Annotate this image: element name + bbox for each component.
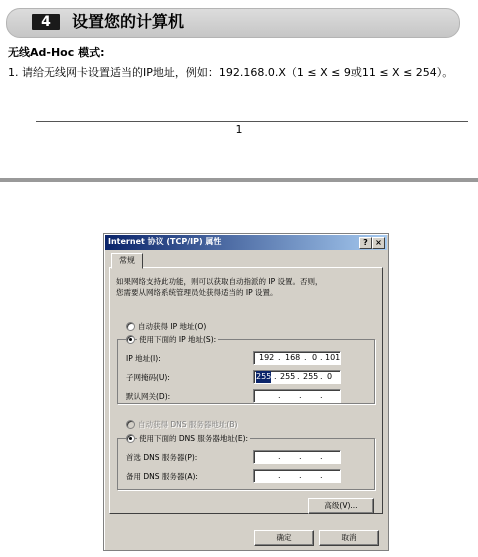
adhoc-mode-heading: 无线Ad-Hoc 模式: bbox=[8, 46, 105, 59]
page-divider bbox=[0, 178, 478, 182]
cancel-button[interactable]: 取消 bbox=[319, 530, 379, 546]
advanced-button[interactable]: 高级(V)... bbox=[308, 498, 374, 514]
ok-button[interactable]: 确定 bbox=[254, 530, 314, 546]
gateway-label: 默认网关(D): bbox=[126, 392, 171, 401]
radio-auto-dns-label: 自动获得 DNS 服务器地址(B) bbox=[138, 420, 238, 429]
alternate-dns-field[interactable]: . . . bbox=[253, 469, 341, 483]
help-button[interactable]: ? bbox=[359, 237, 372, 249]
footer-rule bbox=[36, 121, 468, 122]
preferred-dns-field[interactable]: . . . bbox=[253, 450, 341, 464]
instruction-text: 1. 请给无线网卡设置适当的IP地址，例如：192.168.0.X（1 ≤ X ≤ 9或11 ≤ X ≤ 254）。 bbox=[8, 66, 454, 79]
subnet-mask-label: 子网掩码(U): bbox=[126, 373, 170, 382]
description-line-2: 您需要从网络系统管理员处获得适当的 IP 设置。 bbox=[116, 288, 278, 297]
description-line-1: 如果网络支持此功能，则可以获取自动指派的 IP 设置。否则， bbox=[116, 277, 323, 286]
step-number-badge: 4 bbox=[32, 14, 60, 30]
page-number: 1 bbox=[235, 123, 243, 136]
ip-address-field[interactable]: 192 . 168 . 0 . 101 bbox=[253, 351, 341, 365]
radio-manual-dns[interactable] bbox=[126, 434, 135, 443]
radio-manual-dns-label: 使用下面的 DNS 服务器地址(E): bbox=[139, 434, 249, 443]
close-button[interactable]: × bbox=[372, 237, 385, 249]
dialog-title-bar bbox=[105, 235, 387, 250]
radio-auto-ip-label: 自动获得 IP 地址(O) bbox=[138, 322, 207, 331]
radio-manual-ip[interactable] bbox=[126, 335, 135, 344]
radio-auto-ip[interactable] bbox=[126, 322, 135, 331]
alternate-dns-label: 备用 DNS 服务器(A): bbox=[126, 472, 198, 481]
dialog-description bbox=[116, 276, 376, 298]
dialog-title: Internet 协议 (TCP/IP) 属性 bbox=[108, 237, 222, 246]
tcpip-properties-dialog bbox=[103, 233, 389, 551]
section-title: 设置您的计算机 bbox=[72, 12, 185, 31]
tab-general[interactable]: 常规 bbox=[111, 253, 143, 269]
radio-auto-dns[interactable] bbox=[126, 420, 135, 429]
ip-address-label: IP 地址(I): bbox=[126, 354, 161, 363]
subnet-mask-field[interactable]: 255 . 255 . 255 . 0 bbox=[253, 370, 341, 384]
preferred-dns-label: 首选 DNS 服务器(P): bbox=[126, 453, 198, 462]
radio-manual-ip-label: 使用下面的 IP 地址(S): bbox=[139, 335, 217, 344]
gateway-field[interactable]: . . . bbox=[253, 389, 341, 403]
